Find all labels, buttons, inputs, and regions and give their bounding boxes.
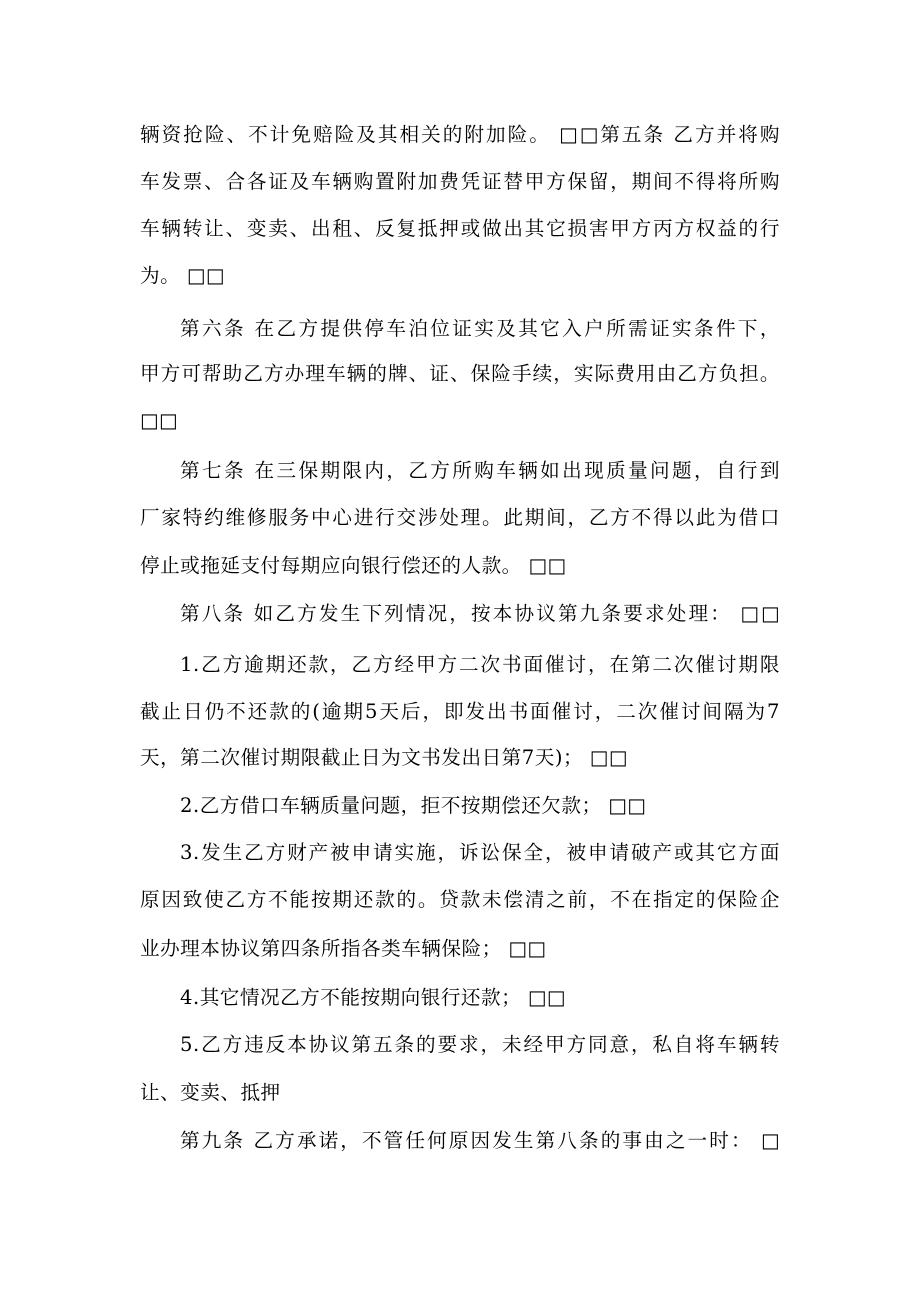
document-body [140, 0, 780, 1302]
text-line-15: 2.乙方借口车辆质量问题，拒不按期偿还欠款； □□ [180, 794, 647, 817]
text-line-4: 为。 □□ [140, 264, 225, 287]
text-line-11: 第八条 如乙方发生下列情况，按本协议第九条要求处理： □□ [180, 602, 780, 625]
text-line-6: 甲方可帮助乙方办理车辆的牌、证、保险手续，实际费用由乙方负担。 [140, 362, 780, 385]
text-line-16: 3.发生乙方财产被申请实施，诉讼保全，被申请破产或其它方面 [180, 841, 780, 864]
text-line-19: 4.其它情况乙方不能按期向银行还款； □□ [180, 986, 566, 1009]
text-line-18: 业办理本协议第四条所指各类车辆保险； □□ [140, 937, 547, 960]
text-line-7: □□ [140, 409, 179, 432]
text-line-3: 车辆转让、变卖、出租、反复抵押或做出其它损害甲方丙方权益的行 [140, 217, 780, 240]
text-line-5: 第六条 在乙方提供停车泊位证实及其它入户所需证实条件下， [180, 317, 780, 340]
text-line-12: 1.乙方逾期还款，乙方经甲方二次书面催讨，在第二次催讨期限 [180, 653, 780, 676]
text-line-21: 让、变卖、抵押 [140, 1081, 281, 1104]
text-line-14: 天，第二次催讨期限截止日为文书发出日第7天)； □□ [140, 746, 628, 769]
text-line-17: 原因致使乙方不能按期还款的。贷款未偿清之前，不在指定的保险企 [140, 888, 780, 911]
text-line-20: 5.乙方违反本协议第五条的要求，未经甲方同意，私自将车辆转 [180, 1033, 780, 1056]
text-line-9: 厂家特约维修服务中心进行交涉处理。此期间，乙方不得以此为借口 [140, 506, 780, 529]
text-line-2: 车发票、合各证及车辆购置附加费凭证替甲方保留，期间不得将所购 [140, 170, 780, 193]
text-line-22: 第九条 乙方承诺，不管任何原因发生第八条的事由之一时： □ [180, 1129, 780, 1152]
text-line-10: 停止或拖延支付每期应向银行偿还的人款。 □□ [140, 554, 567, 577]
text-line-1: 辆资抢险、不计免赔险及其相关的附加险。 □□第五条 乙方并将购 [140, 123, 780, 146]
text-line-8: 第七条 在三保期限内，乙方所购车辆如出现质量问题，自行到 [180, 459, 780, 482]
text-line-13: 截止日仍不还款的(逾期5天后，即发出书面催讨，二次催讨间隔为7 [140, 700, 780, 723]
